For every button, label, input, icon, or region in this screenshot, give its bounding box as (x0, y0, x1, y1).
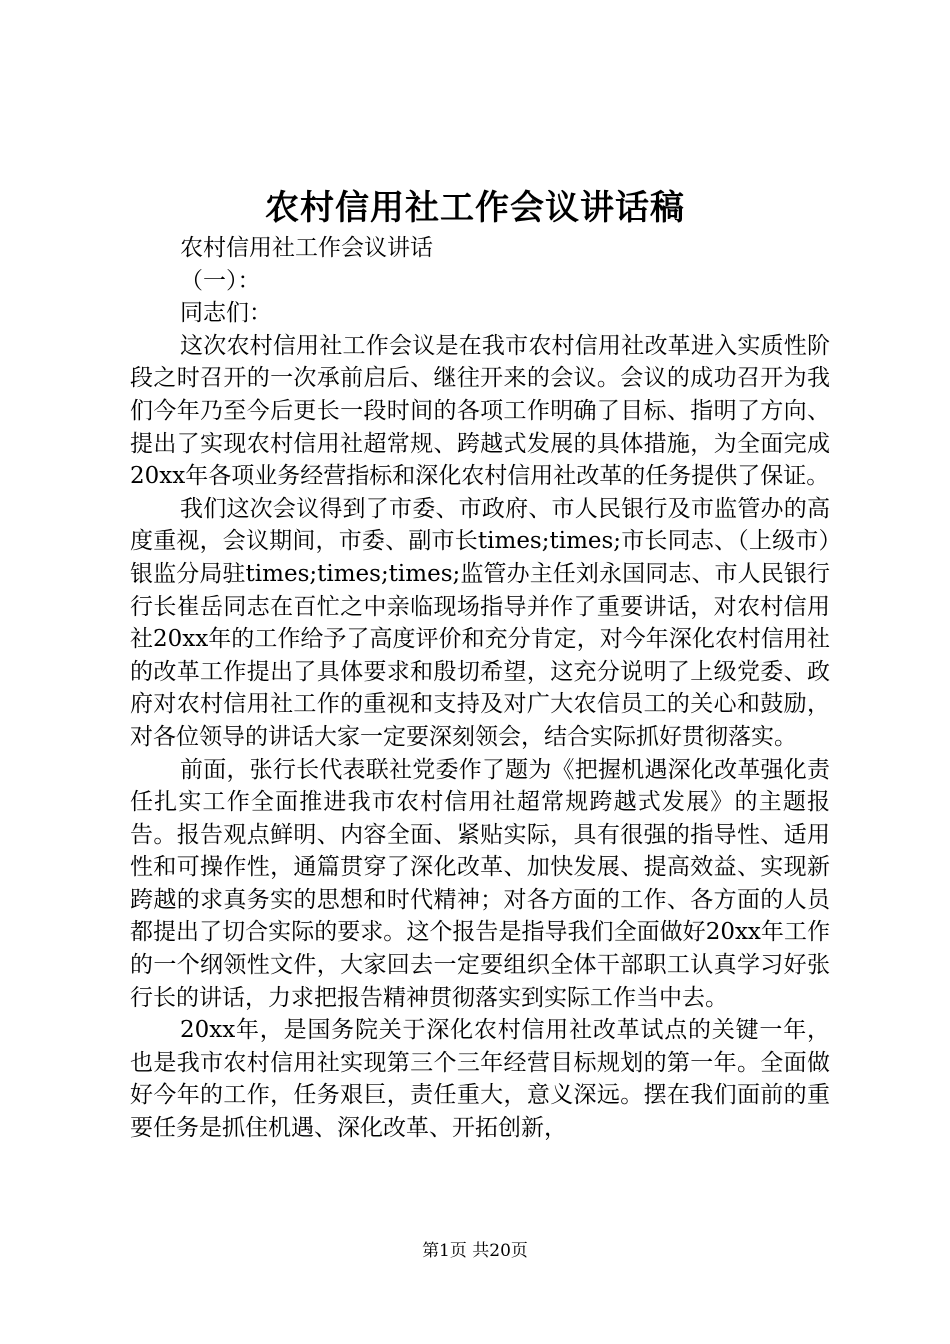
paragraph: 20xx年，是国务院关于深化农村信用社改革试点的关键一年，也是我市农村信用社实现第三个三年经营目标规划的第一年。全面做好今年的工作，任务艰巨，责任重大，意义深远。摆在我们面前的重要任务是抓住机遇、深化改革、开拓创新， (130, 1017, 830, 1142)
document-body (130, 232, 830, 1145)
salutation: 同志们： (180, 300, 272, 327)
paragraph: 前面，张行长代表联社党委作了题为《把握机遇深化改革强化责任扎实工作全面推进我市农村信用社超常规跨越式发展》的主题报告。报告观点鲜明、内容全面、紧贴实际，具有很强的指导性、适用性和可操作性，通篇贯穿了深化改革、加快发展、提高效益、实现新跨越的求真务实的思想和时代精神；对各方面的工作、各方面的人员都提出了切合实际的要求。这个报告是指导我们全面做好20xx年工作的一个纲领性文件，大家回去一定要组织全体干部职工认真学习好张行长的讲话，力求把报告精神贯彻落实到实际工作当中去。 (130, 756, 830, 1011)
document-title: 农村信用社工作会议讲话稿 (265, 188, 685, 228)
paragraph: 我们这次会议得到了市委、市政府、市人民银行及市监管办的高度重视，会议期间，市委、副市长times;times;市长同志、（上级市）银监分局驻times;times;times;监管办主任刘永国同志、市人民银行行长崔岳同志在百忙之中亲临现场指导并作了重要讲话，对农村信用社20xx年的工作给予了高度评价和充分肯定，对今年深化农村信用社的改革工作提出了具体要求和殷切希望，这充分说明了上级党委、政府对农村信用社工作的重视和支持及对广大农信员工的关心和鼓励，对各位领导的讲话大家一定要深刻领会，结合实际抓好贯彻落实。 (130, 495, 830, 750)
section-label: （一）： (180, 267, 261, 294)
page-footer: 第1页 共20页 (422, 1241, 528, 1261)
paragraph: 这次农村信用社工作会议是在我市农村信用社改革进入实质性阶段之时召开的一次承前启后、继往开来的会议。会议的成功召开为我们今年乃至今后更长一段时间的各项工作明确了目标、指明了方向、提出了实现农村信用社超常规、跨越式发展的具体措施，为全面完成20xx年各项业务经营指标和深化农村信用社改革的任务提供了保证。 (130, 332, 830, 490)
document-subtitle: 农村信用社工作会议讲话 (180, 235, 433, 261)
